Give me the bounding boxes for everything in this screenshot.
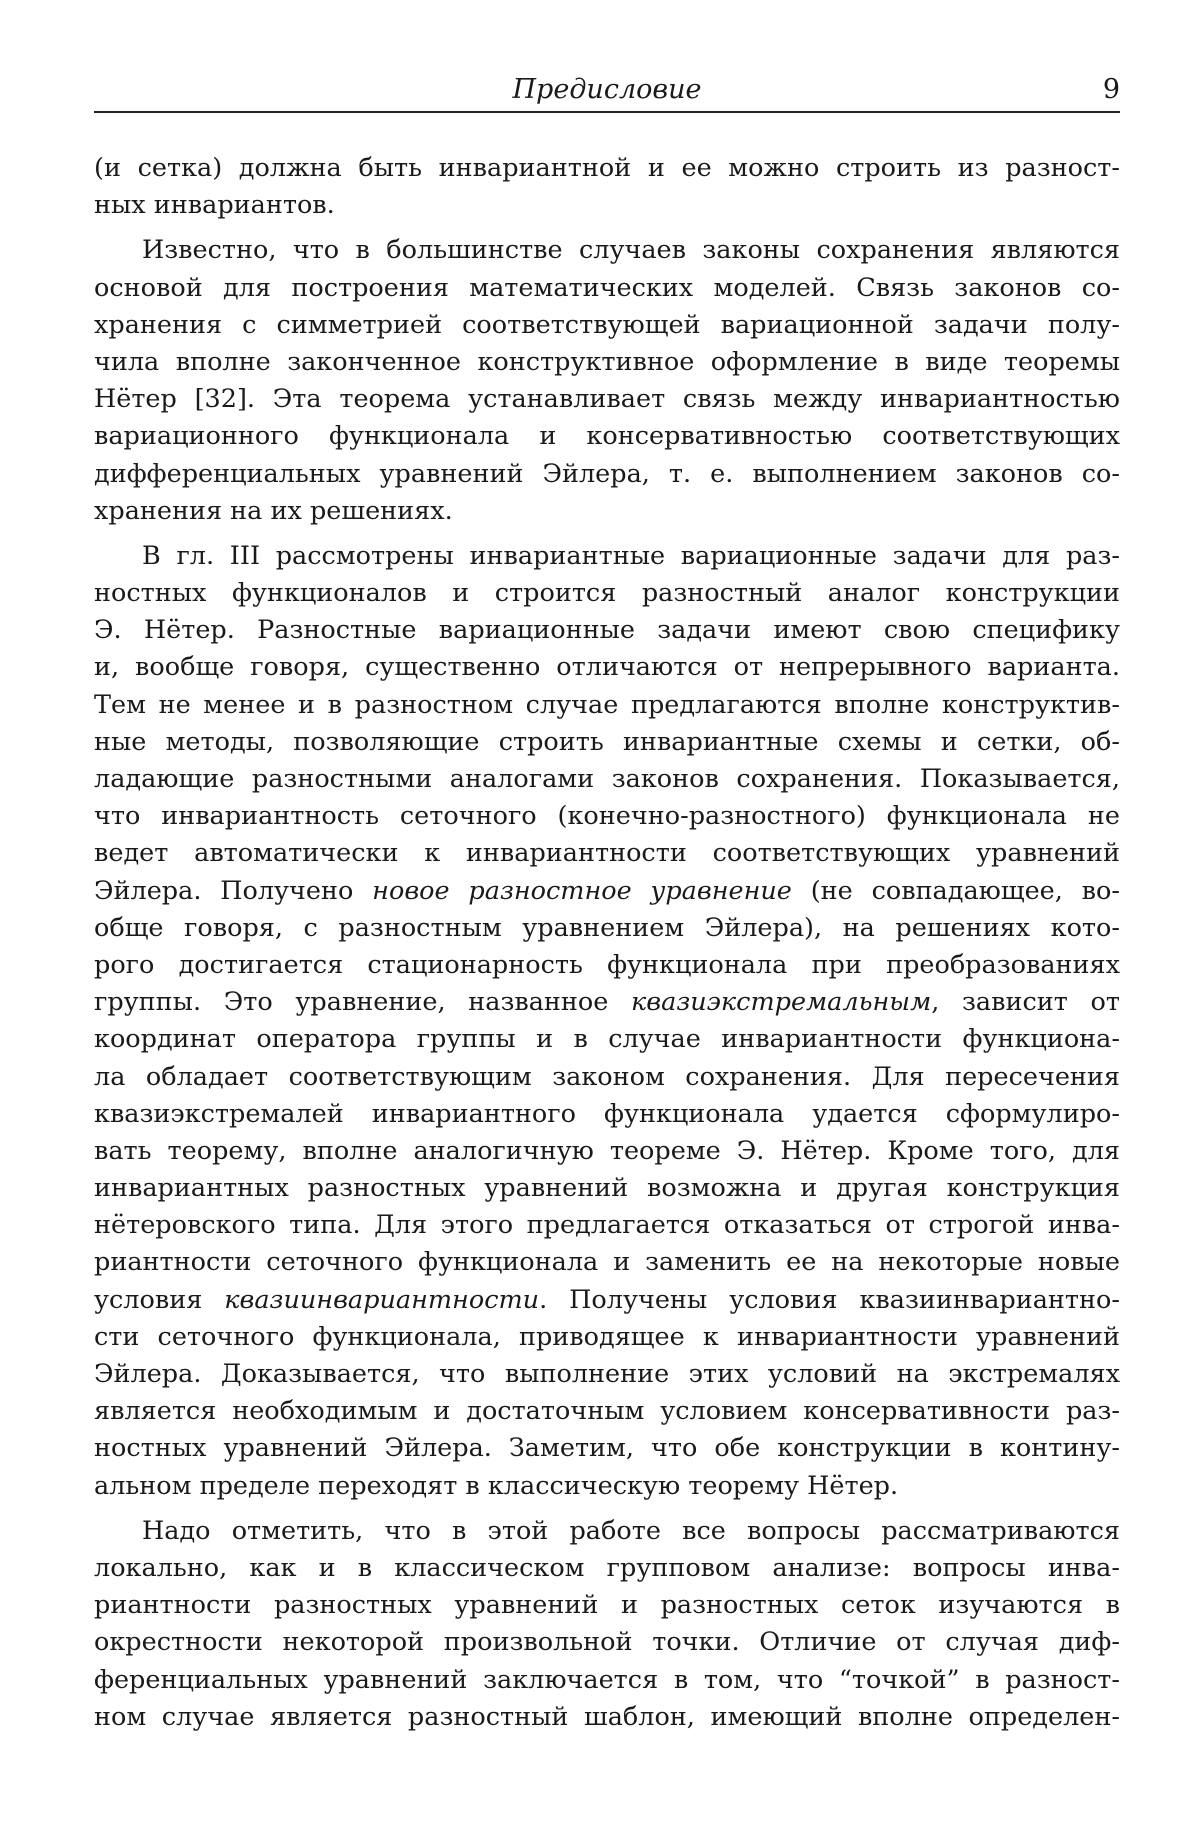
text-segment: , зависит от	[931, 987, 1120, 1018]
text-line: ные методы, позволяющие строить инвариантные схемы и сетки, об-	[94, 726, 1120, 757]
text-line: окрестности некоторой произвольной точки. Отличие от случая диф-	[94, 1627, 1120, 1658]
text-segment: . Получены условия квазиинвариантно-	[539, 1284, 1120, 1315]
paragraph	[94, 1513, 1120, 1736]
text-segment: (не совпадающее, во-	[810, 875, 1120, 906]
text-line: Надо отметить, что в этой работе все вопросы рассматриваются	[142, 1515, 1120, 1546]
text-line: риантности разностных уравнений и разностных сеток изучаются в	[94, 1590, 1120, 1621]
page-number: 9	[1102, 74, 1120, 105]
paragraph	[94, 150, 1120, 224]
emphasized-term: квазиэкстремальным	[631, 987, 932, 1018]
text-line: Эйлера. Доказывается, что выполнение этих условий на экстремалях	[94, 1359, 1120, 1389]
emphasized-term: новое разностное уравнение	[372, 875, 792, 906]
paragraph	[94, 538, 1120, 1505]
text-line: хранения на их решениях.	[94, 495, 453, 526]
text-line: ференциальных уравнений заключается в том, что “точкой” в разност-	[94, 1664, 1120, 1695]
emphasized-term: квазиинвариантности	[224, 1284, 540, 1315]
text-line	[94, 1282, 1120, 1319]
text-line: и, вообще говоря, существенно отличаются от непрерывного варианта.	[94, 652, 1120, 683]
header-rule	[94, 111, 1120, 113]
text-line: сти сеточного функционала, приводящее к инвариантности уравнений	[94, 1321, 1120, 1352]
text-line: обще говоря, с разностным уравнением Эйлера), на решениях кото-	[94, 912, 1120, 943]
text-line: рого достигается стационарность функционала при преобразованиях	[94, 949, 1120, 980]
text-segment: Эйлера. Получено	[94, 875, 354, 906]
text-line: вариационного функционала и консервативностью соответствующих	[94, 421, 1120, 452]
text-line: нётеровского типа. Для этого предлагается отказаться от строгой инва-	[94, 1210, 1120, 1241]
text-line: альном пределе переходят в классическую теорему Нётер.	[94, 1470, 899, 1501]
text-line: В гл. III рассмотрены инвариантные вариационные задачи для раз-	[142, 540, 1120, 571]
text-line: локально, как и в классическом групповом анализе: вопросы инва-	[94, 1552, 1120, 1583]
text-line: хранения с симметрией соответствующей вариационной задачи полу-	[94, 309, 1120, 340]
text-line: чила вполне законченное конструктивное оформление в виде теоремы	[94, 346, 1120, 377]
text-line: ла обладает соответствующим законом сохранения. Для пересечения	[94, 1061, 1120, 1092]
text-line: риантности сеточного функционала и заменить ее на некоторые новые	[94, 1247, 1120, 1278]
text-line: Нётер [32]. Эта теорема устанавливает связь между инвариантностью	[94, 384, 1120, 415]
paragraph	[94, 232, 1120, 530]
text-line: вать теорему, вполне аналогичную теореме Э. Нётер. Кроме того, для	[94, 1135, 1120, 1166]
running-header	[94, 72, 1120, 112]
text-segment: условия	[94, 1284, 203, 1315]
text-line: основой для построения математических моделей. Связь законов со-	[94, 272, 1120, 303]
text-line: ных инвариантов.	[94, 190, 335, 221]
text-line	[94, 984, 1120, 1021]
running-header-title: Предисловие	[512, 74, 702, 105]
text-line: координат оператора группы и в случае инвариантности функциона-	[94, 1024, 1120, 1055]
body-text	[94, 150, 1120, 1736]
text-line: квазиэкстремалей инвариантного функционала удается сформулиро-	[94, 1098, 1120, 1129]
text-segment: группы. Это уравнение, названное	[94, 987, 609, 1018]
text-line: ладающие разностными аналогами законов сохранения. Показывается,	[94, 764, 1120, 794]
text-line: Известно, что в большинстве случаев законы сохранения являются	[142, 235, 1120, 266]
text-line: Э. Нётер. Разностные вариационные задачи имеют свою специфику	[94, 615, 1120, 646]
text-line: инвариантных разностных уравнений возможна и другая конструкция	[94, 1173, 1120, 1204]
text-line: ведет автоматически к инвариантности соответствующих уравнений	[94, 838, 1120, 869]
text-line: ностных уравнений Эйлера. Заметим, что обе конструкции в контину-	[94, 1433, 1120, 1464]
text-line: (и сетка) должна быть инвариантной и ее можно строить из разност-	[94, 153, 1120, 183]
text-line: ностных функционалов и строится разностный аналог конструкции	[94, 578, 1120, 609]
text-line: ном случае является разностный шаблон, имеющий вполне определен-	[94, 1701, 1120, 1732]
text-line	[94, 873, 1120, 910]
text-line: дифференциальных уравнений Эйлера, т. е. выполнением законов со-	[94, 458, 1120, 489]
text-line: что инвариантность сеточного (конечно-разностного) функционала не	[94, 801, 1120, 832]
text-line: является необходимым и достаточным условием консервативности раз-	[94, 1396, 1120, 1427]
text-line: Тем не менее и в разностном случае предлагаются вполне конструктив-	[94, 689, 1120, 720]
